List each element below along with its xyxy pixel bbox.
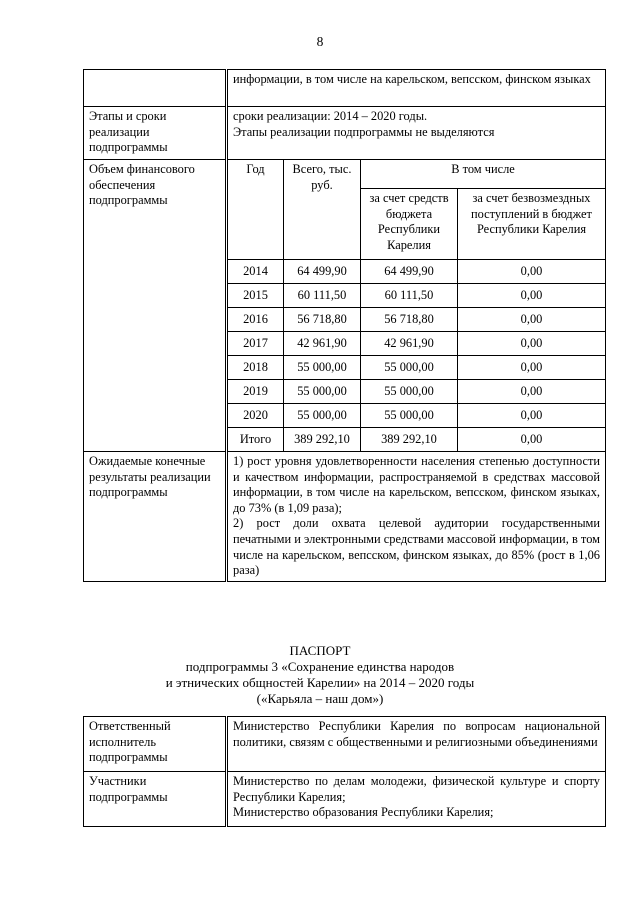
total-cell: 55 000,00 [284,404,361,428]
year-cell: 2017 [227,332,284,356]
subprogram-passport-table [83,69,606,582]
budget-cell: 389 292,10 [361,428,458,452]
year-cell: 2015 [227,284,284,308]
result-item-1: 1) рост уровня удовлетворенности населения степенью доступности и качеством информации, распространяемой в средствах массовой информации, в том числе на карельском, вепсском, финском языках, до 73% (в 1,09 раза); [233,454,600,515]
grants-cell: 0,00 [458,404,606,428]
budget-cell: 56 718,80 [361,308,458,332]
total-cell: 60 111,50 [284,284,361,308]
grants-cell: 0,00 [458,332,606,356]
continuation-text: информации, в том числе на карельском, вепсском, финском языках [227,70,606,107]
passport-line-3: («Карьяла – наш дом») [256,691,384,706]
year-cell: Итого [227,428,284,452]
total-cell: 64 499,90 [284,260,361,284]
header-budget: за счет средств бюджета Республики Карелия [361,189,458,260]
grants-cell: 0,00 [458,428,606,452]
stages-label: Этапы и сроки реализации подпрограммы [84,107,227,160]
grants-cell: 0,00 [458,380,606,404]
finance-header-row [84,160,606,189]
year-cell: 2019 [227,380,284,404]
budget-cell: 42 961,90 [361,332,458,356]
budget-cell: 64 499,90 [361,260,458,284]
passport-table [83,716,606,827]
participant-1: Министерство по делам молодежи, физической культуре и спорту Республики Карелия; [233,774,600,804]
finance-label: Объем финансового обеспечения подпрограммы [84,160,227,452]
stages-period: сроки реализации: 2014 – 2020 годы. [233,109,428,123]
total-cell: 55 000,00 [284,356,361,380]
budget-cell: 55 000,00 [361,404,458,428]
passport-heading [0,643,640,707]
year-cell: 2016 [227,308,284,332]
year-cell: 2020 [227,404,284,428]
participants-row [84,772,606,827]
passport-title: ПАСПОРТ [289,643,351,658]
results-value [227,452,606,582]
year-cell: 2014 [227,260,284,284]
stages-row [84,107,606,160]
stages-value [227,107,606,160]
grants-cell: 0,00 [458,260,606,284]
passport-line-1: подпрограммы 3 «Сохранение единства народов [185,659,455,674]
results-row [84,452,606,582]
responsible-label: Ответственный исполнитель подпрограммы [84,717,227,772]
participants-value [227,772,606,827]
header-including: В том числе [361,160,606,189]
grants-cell: 0,00 [458,356,606,380]
grants-cell: 0,00 [458,284,606,308]
total-cell: 42 961,90 [284,332,361,356]
stages-note: Этапы реализации подпрограммы не выделяются [233,124,495,139]
header-year: Год [227,160,284,260]
page-number: 8 [316,34,324,49]
participants-label: Участники подпрограммы [84,772,227,827]
continuation-row [84,70,606,107]
responsible-value: Министерство Республики Карелия по вопросам национальной политики, связям с общественными и религиозными объединениями [227,717,606,772]
total-cell: 56 718,80 [284,308,361,332]
header-total: Всего, тыс. руб. [284,160,361,260]
total-cell: 55 000,00 [284,380,361,404]
grants-cell: 0,00 [458,308,606,332]
budget-cell: 60 111,50 [361,284,458,308]
budget-cell: 55 000,00 [361,356,458,380]
header-grants: за счет безвозмездных поступлений в бюджет Республики Карелия [458,189,606,260]
total-cell: 389 292,10 [284,428,361,452]
passport-line-2: и этнических общностей Карелии» на 2014 – 2020 годы [165,675,475,690]
participant-2: Министерство образования Республики Карелия; [233,805,494,820]
year-cell: 2018 [227,356,284,380]
budget-cell: 55 000,00 [361,380,458,404]
continuation-left [84,70,227,107]
results-label: Ожидаемые конечные результаты реализации подпрограммы [84,452,227,582]
responsible-row [84,717,606,772]
result-item-2: 2) рост доли охвата целевой аудитории государственными печатными и электронными средствами массовой информации, в том числе на карельском, вепсском, финском языках, до 85% (рост в 1,06 раза) [233,516,600,578]
